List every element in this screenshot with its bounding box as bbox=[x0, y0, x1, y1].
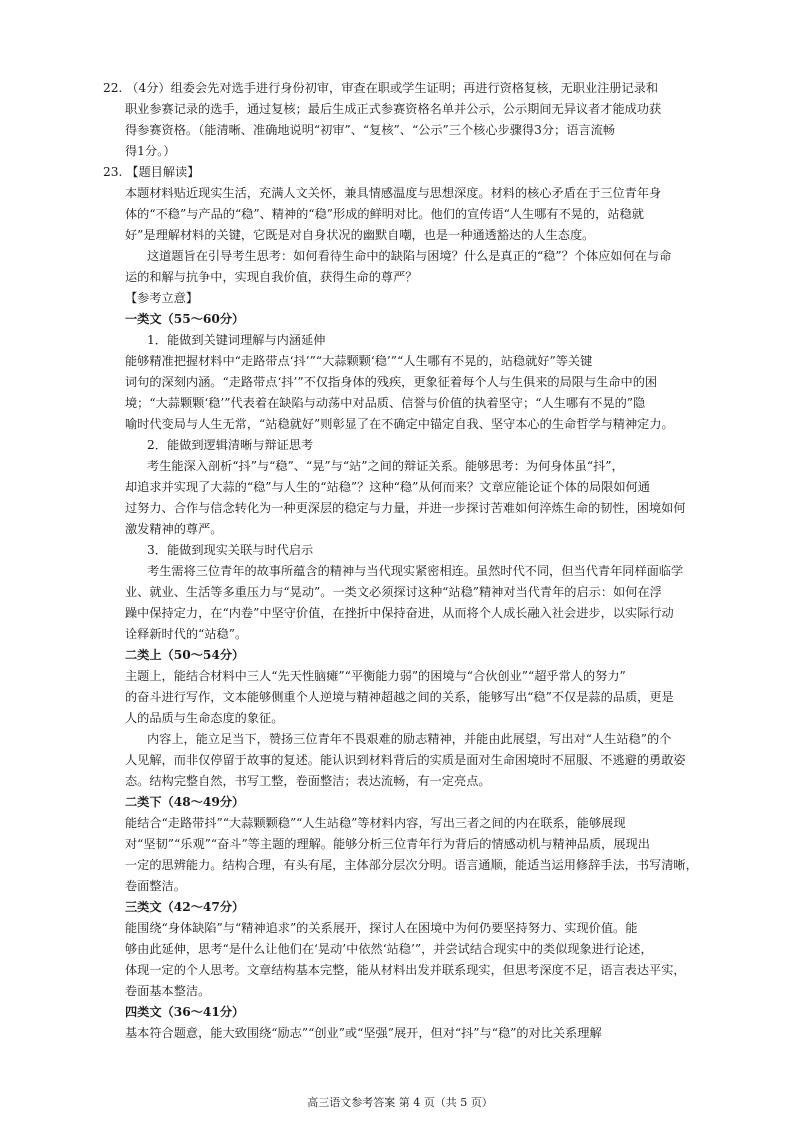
text-line: 考生需将三位青年的故事所蕴含的精神与当代现实紧密相连。虽然时代不同，但当代青年同样面临学 bbox=[147, 564, 684, 578]
text-line: 境；“大蒜颗颗‘稳’”代表着在缺陷与动荡中对品质、信誉与价值的执着坚守；“人生哪有不晃的”隐 bbox=[125, 396, 646, 410]
text-line: 3．能做到现实关联与时代启示 bbox=[147, 543, 314, 557]
text-line: 2．能做到逻辑清晰与辩证思考 bbox=[147, 438, 314, 452]
section-heading: 三类文（42～47分） bbox=[125, 900, 245, 914]
text-line: 喻时代变局与人生无常，“站稳就好”则彰显了在不确定中锚定自我、坚守本心的生命哲学与精神定力。 bbox=[125, 417, 674, 431]
text-line: 【参考立意】 bbox=[125, 291, 199, 305]
text-line: 22. （4分）组委会先对选手进行身份初审，审查在职或学生证明；再进行资格复核，无职业注册记录和 bbox=[103, 81, 659, 95]
text-line: 诠释新时代的“站稳”。 bbox=[125, 627, 248, 641]
text-line: 卷面基本整洁。 bbox=[125, 984, 211, 998]
text-line: 业、就业、生活等多重压力与“晃动”。一类文必须探讨这种“站稳”精神对当代青年的启示：如何在浮 bbox=[125, 585, 662, 599]
text-line: 运的和解与抗争中，实现自我价值，获得生命的尊严？ bbox=[125, 270, 418, 284]
text-line: 本题材料贴近现实生活，充满人文关怀，兼具情感温度与思想深度。材料的核心矛盾在于三位青年身 bbox=[125, 186, 662, 200]
section-heading: 四类文（36～41分） bbox=[125, 1005, 245, 1019]
text-line: 基本符合题意，能大致围绕“励志”“创业”或“坚强”展开，但对“抖”与“稳”的对比关系理解 bbox=[125, 1026, 602, 1040]
text-line: 这道题旨在引导考生思考：如何看待生命中的缺陷与困境？什么是真正的“稳”？个体应如何在与命 bbox=[147, 249, 672, 263]
text-line: 考生能深入剖析“抖”与“稳”、“晃”与“站”之间的辩证关系。能够思考：为何身体虽“抖”， bbox=[147, 459, 624, 473]
text-line: 人见解，而非仅停留于故事的复述。能认识到材料背后的实质是面对生命困境时不屈服、不逃避的勇敢姿 bbox=[125, 753, 686, 767]
section-heading: 二类下（48～49分） bbox=[125, 795, 245, 809]
text-line: 人的品质与生命态度的象征。 bbox=[125, 711, 284, 725]
text-line: 主题上，能结合材料中三人“先天性脑瘫”“平衡能力弱”的困境与“合伙创业”“超乎常人的努力” bbox=[125, 669, 626, 683]
text-line: 能结合“走路带抖”“大蒜颗颗稳”“人生站稳”等材料内容，写出三者之间的内在联系，能够展现 bbox=[125, 816, 626, 830]
text-line: 躁中保持定力，在“内卷”中坚守价值，在挫折中保持奋进，从而将个人成长融入社会进步，以实际行动 bbox=[125, 606, 674, 620]
text-line: 得参赛资格。（能清晰、准确地说明“初审”、“复核”、“公示”三个核心步骤得3分；语言流畅 bbox=[125, 123, 615, 137]
text-line: 的奋斗进行写作，文本能够侧重个人逆境与精神超越之间的关系，能够写出“稳”不仅是蒜的品质，更是 bbox=[125, 690, 674, 704]
text-line: 一定的思辨能力。结构合理，有头有尾，主体部分层次分明。语言通顺，能适当运用修辞手法，书写清晰， bbox=[125, 858, 698, 872]
text-line: 够由此延伸，思考“是什么让他们在‘晃动’中依然‘站稳’”，并尝试结合现实中的类似现象进行论述， bbox=[125, 942, 653, 956]
text-line: 激发精神的尊严。 bbox=[125, 522, 223, 536]
text-line: 1．能做到关键词理解与内涵延伸 bbox=[147, 333, 326, 347]
text-line: 词句的深刻内涵。“走路带点‘抖’”不仅指身体的残疾，更象征着每个人与生俱来的局限与生命中的困 bbox=[125, 375, 658, 389]
text-line: 体的“不稳”与产品的“稳”、精神的“稳”形成的鲜明对比。他们的宣传语“人生哪有不晃的，站稳就 bbox=[125, 207, 644, 221]
text-line: 得1分。） bbox=[125, 144, 176, 158]
text-line: 职业参赛记录的选手，通过复核；最后生成正式参赛资格名单并公示，公示期间无异议者才能成功获 bbox=[125, 102, 662, 116]
text-line: 体现一定的个人思考。文章结构基本完整，能从材料出发并联系现实，但思考深度不足，语言表达平实， bbox=[125, 963, 686, 977]
section-heading: 一类文（55～60分） bbox=[125, 312, 245, 326]
section-heading: 二类上（50～54分） bbox=[125, 648, 245, 662]
text-line: 对“坚韧”“乐观”“奋斗”等主题的理解。能够分析三位青年行为背后的情感动机与精神品质，展现出 bbox=[125, 837, 650, 851]
text-line: 内容上，能立足当下，赞扬三位青年不畏艰难的励志精神，并能由此展望，写出对“人生站稳”的个 bbox=[147, 732, 672, 746]
text-line: 好”是理解材料的关键，它既是对自身状况的幽默自嘲，也是一种通透豁达的人生态度。 bbox=[125, 228, 595, 242]
text-line: 能围绕“身体缺陷”与“精神追求”的关系展开，探讨人在困境中为何仍要坚持努力、实现价值。能 bbox=[125, 921, 638, 935]
text-line: 23. 【题目解读】 bbox=[103, 165, 200, 179]
text-line: 过努力、合作与信念转化为一种更深层的稳定与力量，并进一步探讨苦难如何淬炼生命的韧性，困境如何 bbox=[125, 501, 686, 515]
text-line: 态。结构完整自然，书写工整，卷面整洁；表达流畅，有一定亮点。 bbox=[125, 774, 491, 788]
text-line: 却追求并实现了大蒜的“稳”与人生的“站稳”？这种“稳”从何而来？文章应能论证个体的局限如何通 bbox=[125, 480, 650, 494]
text-line: 卷面整洁。 bbox=[125, 879, 186, 893]
page-footer: 高三语文参考答案 第 4 页（共 5 页） bbox=[307, 1096, 493, 1109]
text-line: 能够精准把握材料中“走路带点‘抖’”“大蒜颗颗‘稳’”“人生哪有不晃的，站稳就好”等关键 bbox=[125, 354, 593, 368]
